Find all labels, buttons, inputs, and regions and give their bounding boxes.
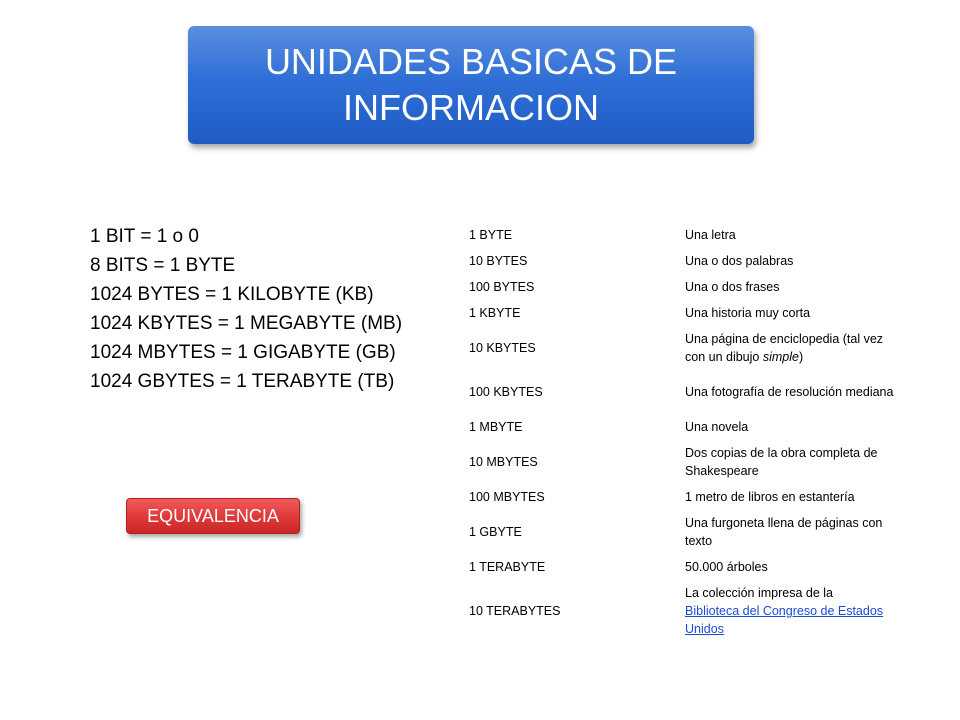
equivalence-item: 1024 BYTES = 1 KILOBYTE (KB) [90,284,374,305]
description-cell: 50.000 árboles [685,560,768,574]
description-cell: 1 metro de libros en estantería [685,490,855,504]
unit-cell: 10 KBYTES [469,341,536,355]
description-text: La colección impresa de la [685,586,833,600]
table-row [463,274,905,300]
equivalence-item: 8 BITS = 1 BYTE [90,255,236,276]
table-row [463,370,905,414]
table-row [463,414,905,440]
table-row [463,326,905,370]
unit-cell: 10 TERABYTES [469,604,561,618]
unit-cell: 1 MBYTE [469,420,523,434]
description-cell: Dos copias de la obra completa de Shakespeare [685,446,878,478]
page-title: UNIDADES BASICAS DE INFORMACION [264,41,678,128]
description-text-end: ) [798,350,804,364]
unit-cell: 1 KBYTE [469,306,521,320]
table-row [463,248,905,274]
equivalencia-button[interactable]: EQUIVALENCIA [126,498,300,534]
unit-cell: 1 BYTE [469,228,513,242]
unit-cell: 1 TERABYTE [469,560,546,574]
table-row [463,510,905,554]
unit-cell: 100 MBYTES [469,490,545,504]
description-emphasis: simple [762,350,799,364]
description-cell: Una letra [685,228,736,242]
description-cell [679,580,905,642]
title-banner [188,26,754,144]
description-cell: Una o dos frases [685,280,780,294]
unit-cell: 1 GBYTE [469,525,522,539]
description-text: Una página de enciclopedia (tal vez con un dibujo [685,332,884,364]
description-cell: Una historia muy corta [685,306,811,320]
description-cell: Una o dos palabras [685,254,794,268]
unit-cell: 100 BYTES [469,280,535,294]
table-row [463,440,905,484]
size-comparison-table [463,222,905,642]
description-cell: Una fotografía de resolución mediana [685,385,894,399]
description-cell: Una furgoneta llena de páginas con texto [685,516,883,548]
equivalence-item: 1 BIT = 1 o 0 [90,226,199,247]
equivalence-list [90,222,402,396]
table-row [463,580,905,642]
description-cell [679,326,905,370]
equivalence-item: 1024 GBYTES = 1 TERABYTE (TB) [90,371,395,392]
equivalence-item: 1024 KBYTES = 1 MEGABYTE (MB) [90,313,403,334]
unit-cell: 100 KBYTES [469,385,543,399]
description-cell: Una novela [685,420,749,434]
table-row [463,222,905,248]
equivalence-item: 1024 MBYTES = 1 GIGABYTE (GB) [90,342,396,363]
table-row [463,554,905,580]
unit-cell: 10 BYTES [469,254,528,268]
library-of-congress-link[interactable]: Biblioteca del Congreso de Estados Unidos [685,604,884,636]
table-row [463,484,905,510]
table-row [463,300,905,326]
unit-cell: 10 MBYTES [469,455,538,469]
